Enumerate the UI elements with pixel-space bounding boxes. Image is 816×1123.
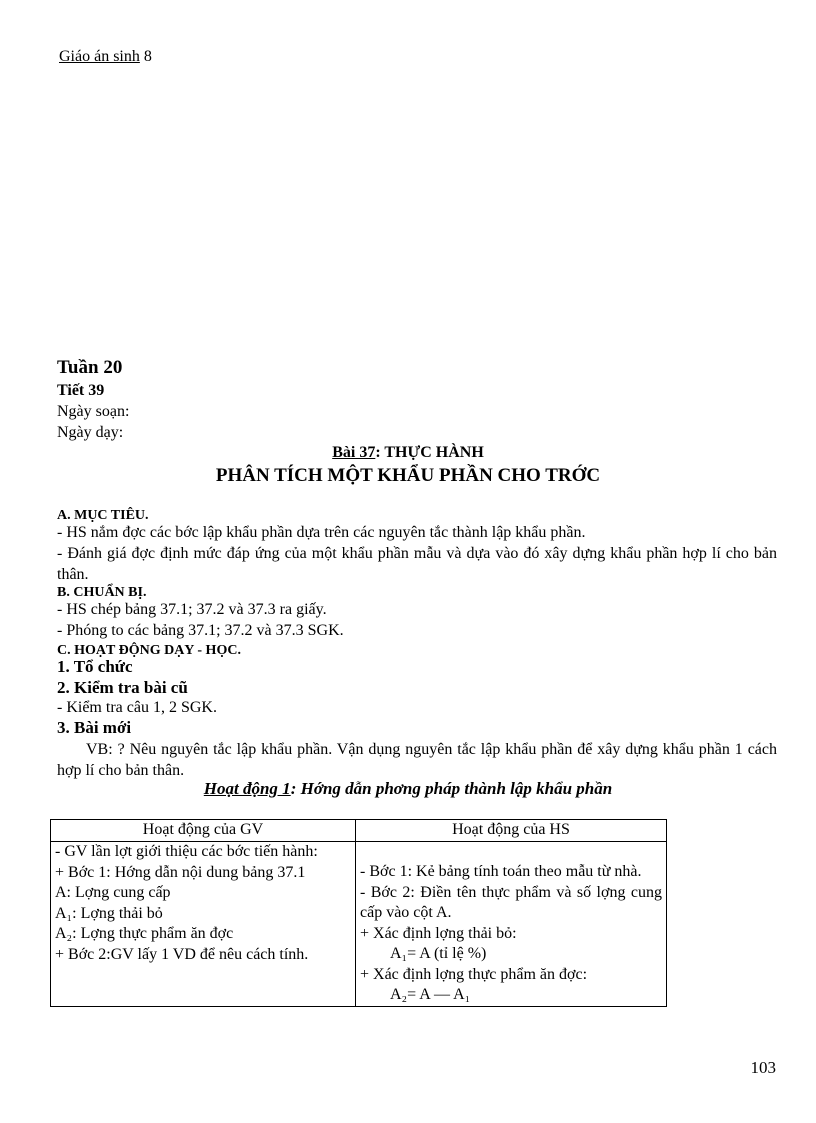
teach-date: Ngày dạy: [57,424,124,441]
gv-line: A: Lợng cung cấp [55,884,171,901]
section-c3: 3. Bài mới [57,718,132,737]
prep-date: Ngày soạn: [57,403,130,420]
header-grade: 8 [139,48,152,65]
lesson-type: : THỰC HÀNH [375,444,484,461]
section-c2-line: - Kiểm tra câu 1, 2 SGK. [57,699,217,716]
hs-line: + Xác định lợng thực phẩm ăn đợc: [360,965,588,983]
hs-cell [356,842,667,1007]
page-header [59,48,152,66]
lesson-title [0,444,816,462]
page-number: 103 [750,1058,776,1077]
gv-line: + Bớc 2:GV lấy 1 VD để nêu cách tính. [55,945,309,963]
table-row [51,842,667,1007]
section-b-title: B. CHUẨN BỊ. [57,585,147,600]
section-c-title: C. HOẠT ĐỘNG DẠY - HỌC. [57,643,241,658]
hs-line: - Bớc 1: Kẻ bảng tính toán theo mẫu từ nhà. [360,863,642,880]
hs-line: A₁= A (tỉ lệ %) [390,945,487,962]
header-title: Giáo án sinh [59,48,140,65]
section-c1: 1. Tổ chức [57,657,133,676]
activity-text: : Hớng dẫn phơng pháp thành lập khẩu phần [290,779,613,798]
gv-line: + Bớc 1: Hớng dẫn nội dung bảng 37.1 [55,863,306,881]
gv-cell [51,842,356,1007]
section-c3-line: VB: ? Nêu nguyên tắc lập khẩu phần. Vận dụng nguyên tắc lập khẩu phần để xây dựng khẩu phần 1 cách hợp lí cho bản thân. [57,741,777,779]
section-a-line1: - HS nắm đợc các bớc lập khẩu phần dựa trên các nguyên tắc thành lập khẩu phần. [57,524,586,541]
gv-line: - GV lần lợt giới thiệu các bớc tiến hành: [55,843,318,860]
activity-heading [0,779,816,799]
gv-line: A₁: Lợng thải bỏ [55,904,163,922]
table-header-row [51,820,667,842]
week-label: Tuần 20 [57,357,123,378]
section-c2: 2. Kiểm tra bài cũ [57,678,188,697]
activity-label: Hoạt động 1 [203,779,291,798]
lesson-subtitle: PHÂN TÍCH MỘT KHẨU PHẦN CHO TRỚC [215,465,601,486]
hs-line: - Bớc 2: Điền tên thực phẩm và số lợng cung cấp vào cột A. [360,883,662,921]
gv-line: A₂: Lợng thực phẩm ăn đợc [55,925,234,942]
hs-line: A₂= A — A₁ [390,986,471,1003]
section-b-line1: - HS chép bảng 37.1; 37.2 và 37.3 ra giấy. [57,601,327,618]
activity-table [50,819,667,1007]
section-a-title: A. MỤC TIÊU. [57,508,149,523]
section-b-line2: - Phóng to các bảng 37.1; 37.2 và 37.3 SGK. [57,622,344,639]
period-label: Tiết 39 [57,382,105,399]
section-a-line2: - Đánh giá đợc định mức đáp ứng của một khẩu phần mẫu và dựa vào đó xây dựng khẩu phần hợp lí cho bản thân. [57,545,777,583]
table-header-gv: Hoạt động của GV [51,820,356,842]
lesson-number: Bài 37 [332,444,376,461]
table-header-hs: Hoạt động của HS [356,820,667,842]
hs-line: + Xác định lợng thải bỏ: [360,924,517,942]
